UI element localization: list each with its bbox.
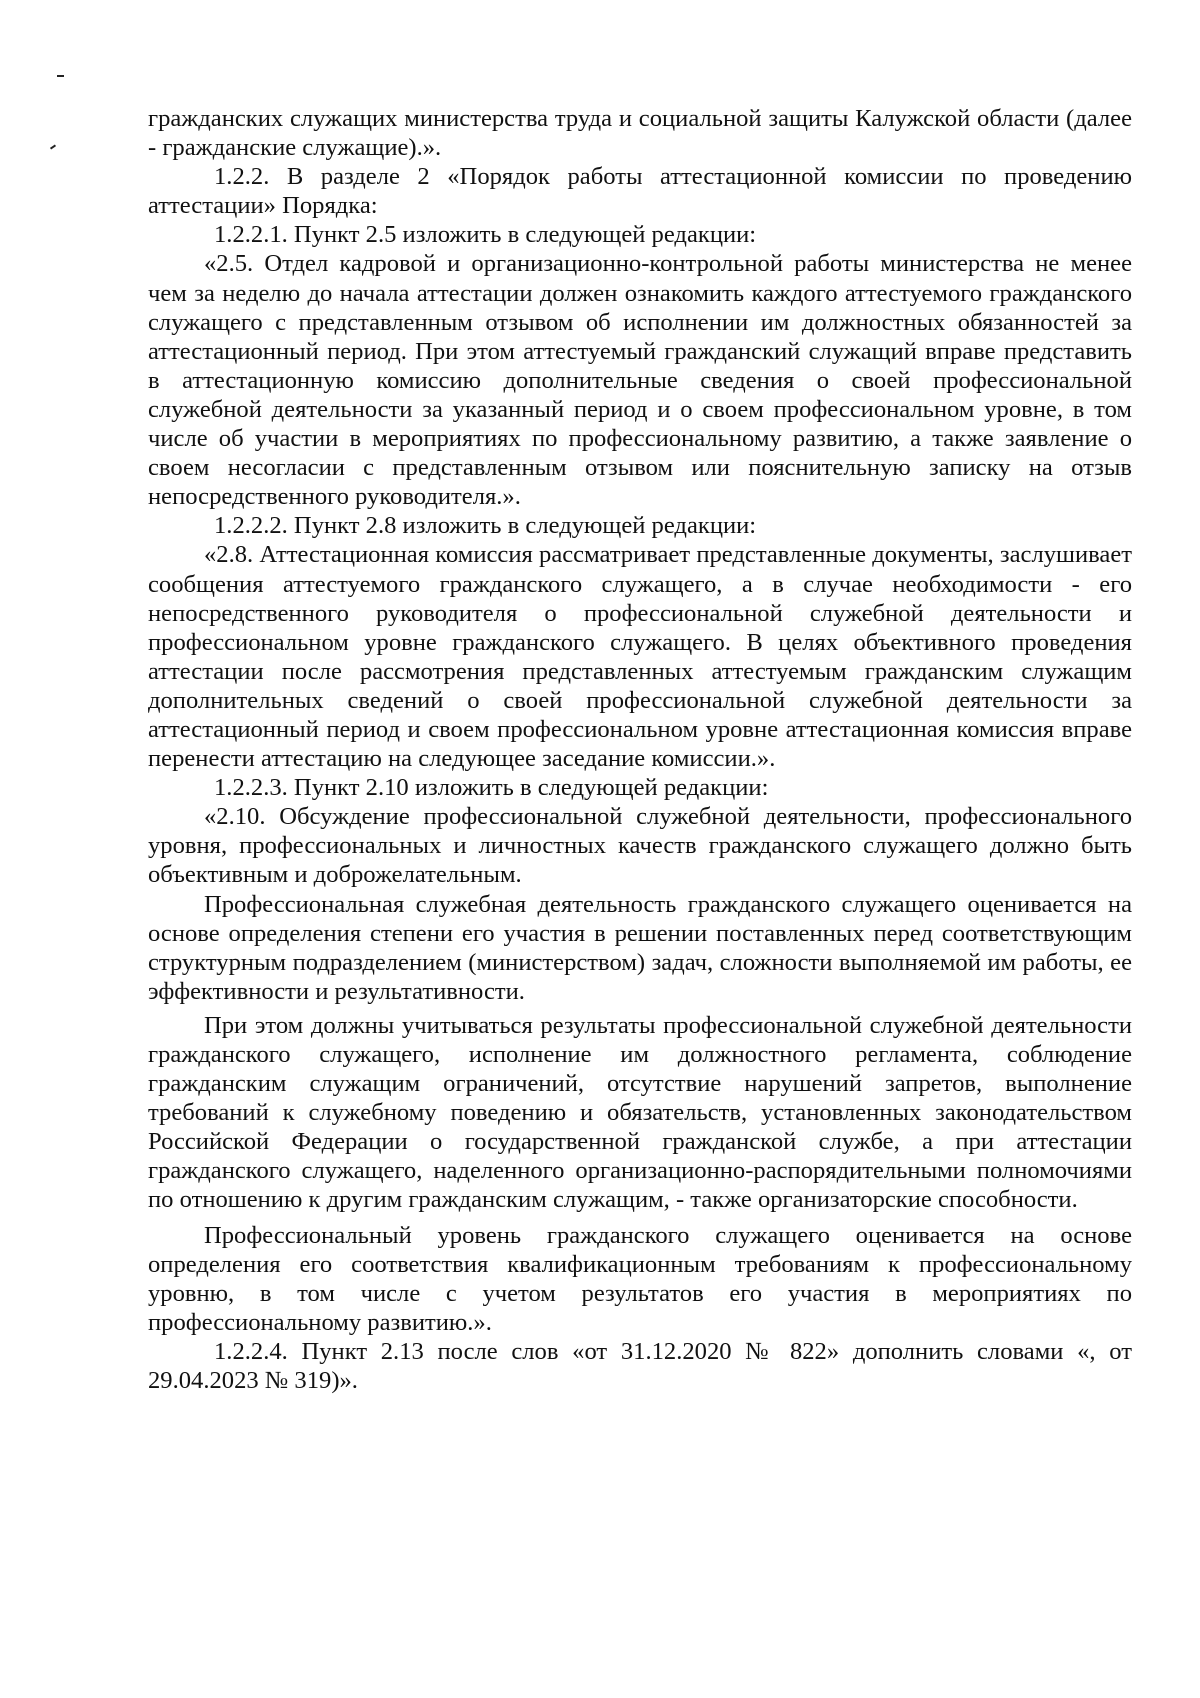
- paragraph-item-1-2-2-1: 1.2.2.1. Пункт 2.5 изложить в следующей редакции:: [214, 221, 757, 249]
- paragraph-item-1-2-2-2: 1.2.2.2. Пункт 2.8 изложить в следующей редакции:: [214, 512, 757, 540]
- scan-mark-tick: [50, 144, 56, 149]
- paragraph-section-1-2-2: 1.2.2. В разделе 2 «Порядок работы аттестационной комиссии по проведению аттестации» Порядка:: [148, 163, 1132, 220]
- paragraph-clause-2-5: «2.5. Отдел кадровой и организационно-контрольной работы министерства не менее чем за неделю до начала аттестации должен ознакомить каждого аттестуемого гражданского служащего с представленным отзывом об исполнении им должностных обязанностей за аттестационный период. При этом аттестуемый гражданский служащий вправе представить в аттестационную комиссию дополнительные сведения о своей профессиональной служебной деятельности за указанный период и о своем профессиональном уровне, в том числе об участии в мероприятиях по профессиональному развитию, а также заявление о своем несогласии с представленным отзывом или пояснительную записку на отзыв непосредственного руководителя.».: [148, 250, 1132, 511]
- paragraph-item-1-2-2-4: 1.2.2.4. Пункт 2.13 после слов «от 31.12.2020 № 822» дополнить словами «, от 29.04.2023 № 319)».: [148, 1337, 1132, 1395]
- paragraph-clause-2-8: «2.8. Аттестационная комиссия рассматривает представленные документы, заслушивает сообщения аттестуемого гражданского служащего, а в случае необходимости - его непосредственного руководителя о профессиональной служебной деятельности и профессиональном уровне гражданского служащего. В целях объективного проведения аттестации после рассмотрения представленных аттестуемым гражданским служащим дополнительных сведений о своей профессиональной служебной деятельности за аттестационный период и своем профессиональном уровне аттестационная комиссия вправе перенести аттестацию на следующее заседание комиссии.».: [148, 541, 1132, 773]
- paragraph-continuation: гражданских служащих министерства труда и социальной защиты Калужской области (далее - гражданские служащие).».: [148, 105, 1132, 162]
- paragraph-professional-activity: Профессиональная служебная деятельность гражданского служащего оценивается на основе определения степени его участия в решении поставленных перед соответствующим структурным подразделением (министерством) задач, сложности выполняемой им работы, ее эффективности и результативности.: [148, 890, 1132, 1005]
- paragraph-professional-level: Профессиональный уровень гражданского служащего оценивается на основе определения его соответствия квалификационным требованиям к профессиональному уровню, в том числе с учетом результатов его участия в мероприятиях по профессиональному развитию.».: [148, 1221, 1132, 1336]
- scan-mark-dash: [57, 75, 64, 77]
- paragraph-results-considered: При этом должны учитываться результаты профессиональной служебной деятельности гражданского служащего, исполнение им должностного регламента, соблюдение гражданским служащим ограничений, отсутствие нарушений запретов, выполнение требований к служебному поведению и обязательств, установленных законодательством Российской Федерации о государственной гражданской службе, а при аттестации гражданского служащего, наделенного организационно-распорядительными полномочиями по отношению к другим гражданским служащим, - также организаторские способности.: [148, 1011, 1132, 1214]
- paragraph-clause-2-10: «2.10. Обсуждение профессиональной служебной деятельности, профессионального уровня, профессиональных и личностных качеств гражданского служащего должно быть объективным и доброжелательным.: [148, 803, 1132, 889]
- paragraph-item-1-2-2-3: 1.2.2.3. Пункт 2.10 изложить в следующей редакции:: [214, 774, 769, 802]
- document-page: [148, 104, 1132, 1395]
